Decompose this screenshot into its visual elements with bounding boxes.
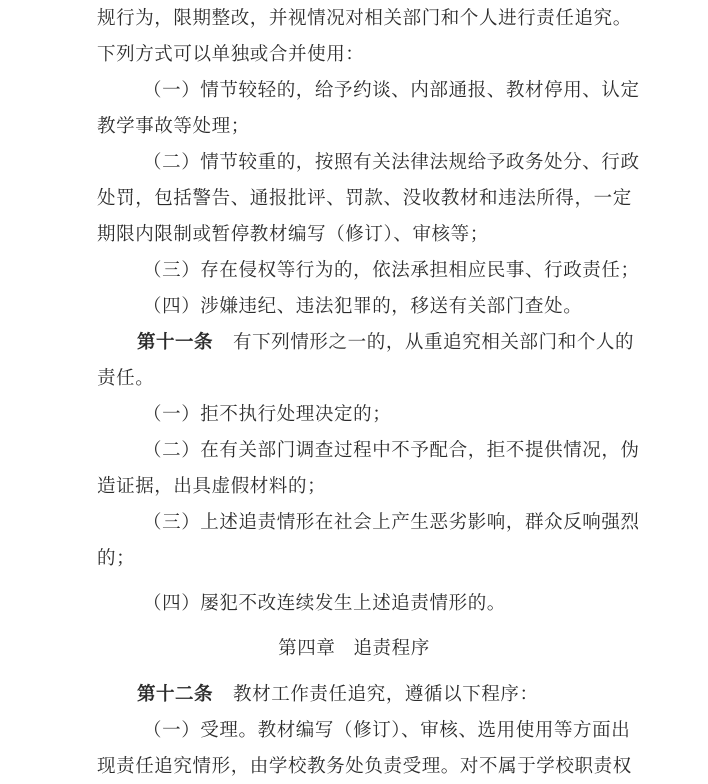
text-line: 期限内限制或暂停教材编写（修订）、审核等； xyxy=(97,224,489,245)
article-11 xyxy=(137,331,708,355)
chapter-number: 第四章 xyxy=(278,638,336,659)
text-line: （一）拒不执行处理决定的； xyxy=(143,404,392,425)
text-line: 教学事故等处理； xyxy=(97,116,250,137)
article-12-heading: 第十二条 xyxy=(137,684,214,705)
text-line: 现责任追究情形，由学校教务处负责受理。对不属于学校职责权 xyxy=(97,756,632,777)
text-line: （二）情节较重的，按照有关法律法规给予政务处分、行政 xyxy=(143,152,640,173)
text-line: （三）上述追责情形在社会上产生恶劣影响，群众反响强烈 xyxy=(143,512,640,533)
text-line: （一）受理。教材编写（修订）、审核、选用使用等方面出 xyxy=(143,720,631,741)
text-line: 的； xyxy=(97,548,136,569)
text-line: 下列方式可以单独或合并使用： xyxy=(97,44,365,65)
chapter-heading xyxy=(0,637,708,661)
article-12-text: 教材工作责任追究，遵循以下程序： xyxy=(233,684,539,705)
text-line: 处罚，包括警告、通报批评、罚款、没收教材和违法所得，一定 xyxy=(97,188,632,209)
text-line: （四）屡犯不改连续发生上述追责情形的。 xyxy=(143,593,506,614)
chapter-title: 追责程序 xyxy=(353,638,430,659)
text-line: （一）情节较轻的，给予约谈、内部通报、教材停用、认定 xyxy=(143,80,640,101)
text-line: 造证据，出具虚假材料的； xyxy=(97,476,327,497)
text-line: （二）在有关部门调查过程中不予配合，拒不提供情况，伪 xyxy=(143,440,640,461)
article-11-text: 有下列情形之一的，从重追究相关部门和个人的 xyxy=(233,332,635,353)
text-line: （四）涉嫌违纪、违法犯罪的，移送有关部门查处。 xyxy=(143,296,583,317)
text-line: 规行为，限期整改，并视情况对相关部门和个人进行责任追究。 xyxy=(97,8,632,29)
text-line: 责任。 xyxy=(97,368,155,389)
article-11-heading: 第十一条 xyxy=(137,332,214,353)
text-line: （三）存在侵权等行为的，依法承担相应民事、行政责任； xyxy=(143,260,640,281)
article-12 xyxy=(137,683,708,707)
